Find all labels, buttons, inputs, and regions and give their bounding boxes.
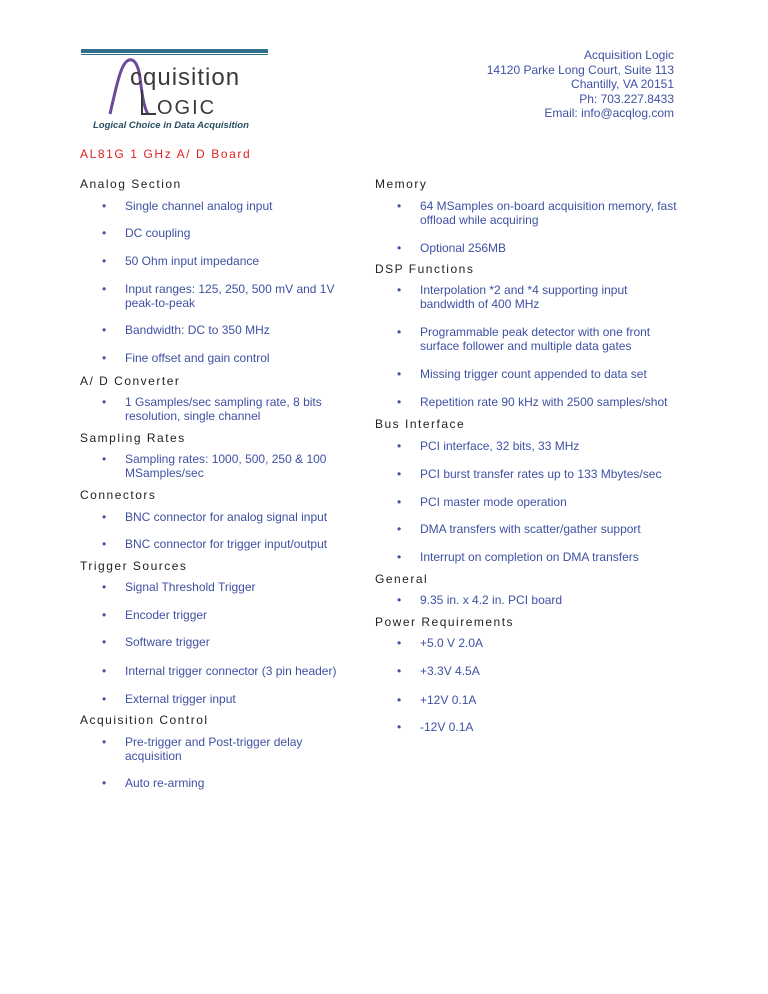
section-heading: Memory [375,177,428,191]
bullet-icon: • [397,325,402,339]
list-item-text: +12V 0.1A [420,693,477,707]
list-item-text: Interrupt on completion on DMA transfers [420,550,639,564]
list-item-text: 9.35 in. x 4.2 in. PCI board [420,593,563,607]
list-item-text: Repetition rate 90 kHz with 2500 samples/shot [420,395,668,409]
list-item [80,351,350,365]
section-heading: Bus Interface [375,417,466,431]
list-item [375,636,685,650]
section-heading: Analog Section [80,177,182,191]
bullet-icon: • [102,323,107,337]
list-item [80,395,350,423]
company-contact-block [487,48,674,121]
list-item-text: Software trigger [125,635,210,649]
list-item-text: DC coupling [125,226,191,240]
list-item-text: +3.3V 4.5A [420,664,480,678]
bullet-icon: • [397,522,402,536]
bullet-icon: • [102,580,107,594]
bullet-icon: • [397,636,402,650]
list-item [375,325,685,353]
bullet-icon: • [102,282,107,296]
bullet-icon: • [102,395,107,409]
logo-word-logic: OGIC [157,97,217,119]
bullet-icon: • [397,467,402,481]
list-item-text: DMA transfers with scatter/gather support [420,522,641,536]
bullet-icon: • [102,199,107,213]
list-item-text: BNC connector for analog signal input [125,510,328,524]
company-email[interactable]: Email: info@acqlog.com [544,106,674,121]
list-item-text: 50 Ohm input impedance [125,254,260,268]
list-item [80,664,350,678]
list-item [80,776,350,790]
section-heading: Power Requirements [375,615,515,629]
list-item-text: BNC connector for trigger input/output [125,537,328,551]
list-item-text: Auto re-arming [125,776,205,790]
list-item [375,720,685,734]
list-item-text: Signal Threshold Trigger [125,580,256,594]
list-item [80,323,350,337]
bullet-icon: • [397,439,402,453]
bullet-icon: • [397,283,402,297]
list-item [375,550,685,564]
list-item-text: 1 Gsamples/sec sampling rate, 8 bits resolution, single channel [125,395,322,423]
list-item [80,226,350,240]
list-item-text: Interpolation *2 and *4 supporting input bandwidth of 400 MHz [420,283,628,311]
list-item [80,608,350,622]
list-item [80,510,350,524]
section-heading: A/ D Converter [80,374,181,388]
list-item [80,452,350,480]
section-heading: Connectors [80,488,157,502]
bullet-icon: • [102,452,107,466]
list-item-text: Encoder trigger [125,608,208,622]
bullet-icon: • [397,593,402,607]
list-item [375,283,685,311]
section-heading: DSP Functions [375,262,475,276]
list-item [80,199,350,213]
logo-tagline: Logical Choice in Data Acquisition [93,120,249,131]
list-item-text: Sampling rates: 1000, 500, 250 & 100 MSamples/sec [125,452,327,480]
list-item-text: Bandwidth: DC to 350 MHz [125,323,270,337]
bullet-icon: • [102,776,107,790]
list-item-text: +5.0 V 2.0A [420,636,484,650]
company-address: 14120 Parke Long Court, Suite 113 [486,62,674,77]
bullet-icon: • [397,241,402,255]
bullet-icon: • [397,550,402,564]
bullet-icon: • [102,608,107,622]
list-item [80,282,350,310]
bullet-icon: • [102,664,107,678]
bullet-icon: • [102,226,107,240]
bullet-icon: • [102,692,107,706]
list-item-text: Pre-trigger and Post-trigger delay acquisition [125,735,303,763]
bullet-icon: • [397,664,402,678]
company-phone: Ph: 703.227.8433 [579,91,674,106]
list-item [375,367,685,381]
list-item [375,199,685,227]
company-city: Chantilly, VA 20151 [571,77,674,92]
list-item-text: Fine offset and gain control [125,351,270,365]
list-item [375,241,685,255]
list-item [375,693,685,707]
list-item [375,395,685,409]
list-item-text: Missing trigger count appended to data set [420,367,647,381]
section-heading: Sampling Rates [80,431,186,445]
bullet-icon: • [397,693,402,707]
section-heading: Trigger Sources [80,559,188,573]
bullet-icon: • [397,720,402,734]
list-item [80,254,350,268]
list-item-text: PCI master mode operation [420,495,567,509]
list-item-text: Single channel analog input [125,199,273,213]
company-logo [80,48,270,134]
bullet-icon: • [397,367,402,381]
bullet-icon: • [102,735,107,749]
bullet-icon: • [397,199,402,213]
list-item [375,522,685,536]
document-title: AL81G 1 GHz A/ D Board [80,147,252,161]
bullet-icon: • [102,635,107,649]
bullet-icon: • [102,351,107,365]
list-item-text: Optional 256MB [420,241,507,255]
bullet-icon: • [397,395,402,409]
list-item [375,593,685,607]
section-heading: General [375,572,429,586]
list-item-text: PCI burst transfer rates up to 133 Mbytes/sec [420,467,662,481]
list-item [80,537,350,551]
list-item-text: PCI interface, 32 bits, 33 MHz [420,439,580,453]
list-item [375,495,685,509]
list-item [80,580,350,594]
bullet-icon: • [102,510,107,524]
logo-word-acquisition: cquisition [130,64,241,91]
list-item-text: 64 MSamples on-board acquisition memory, fast offload while acquiring [420,199,677,227]
company-name: Acquisition Logic [583,48,674,62]
list-item [375,439,685,453]
list-item [80,692,350,706]
section-heading: Acquisition Control [80,713,209,727]
list-item-text: Programmable peak detector with one front surface follower and multiple data gates [420,325,651,353]
bullet-icon: • [102,254,107,268]
list-item [80,635,350,649]
bullet-icon: • [102,537,107,551]
bullet-icon: • [397,495,402,509]
list-item-text: -12V 0.1A [420,720,474,734]
list-item [80,735,350,763]
list-item [375,664,685,678]
list-item-text: Internal trigger connector (3 pin header) [125,664,337,678]
list-item-text: Input ranges: 125, 250, 500 mV and 1V peak-to-peak [125,282,335,310]
list-item-text: External trigger input [125,692,236,706]
list-item [375,467,685,481]
